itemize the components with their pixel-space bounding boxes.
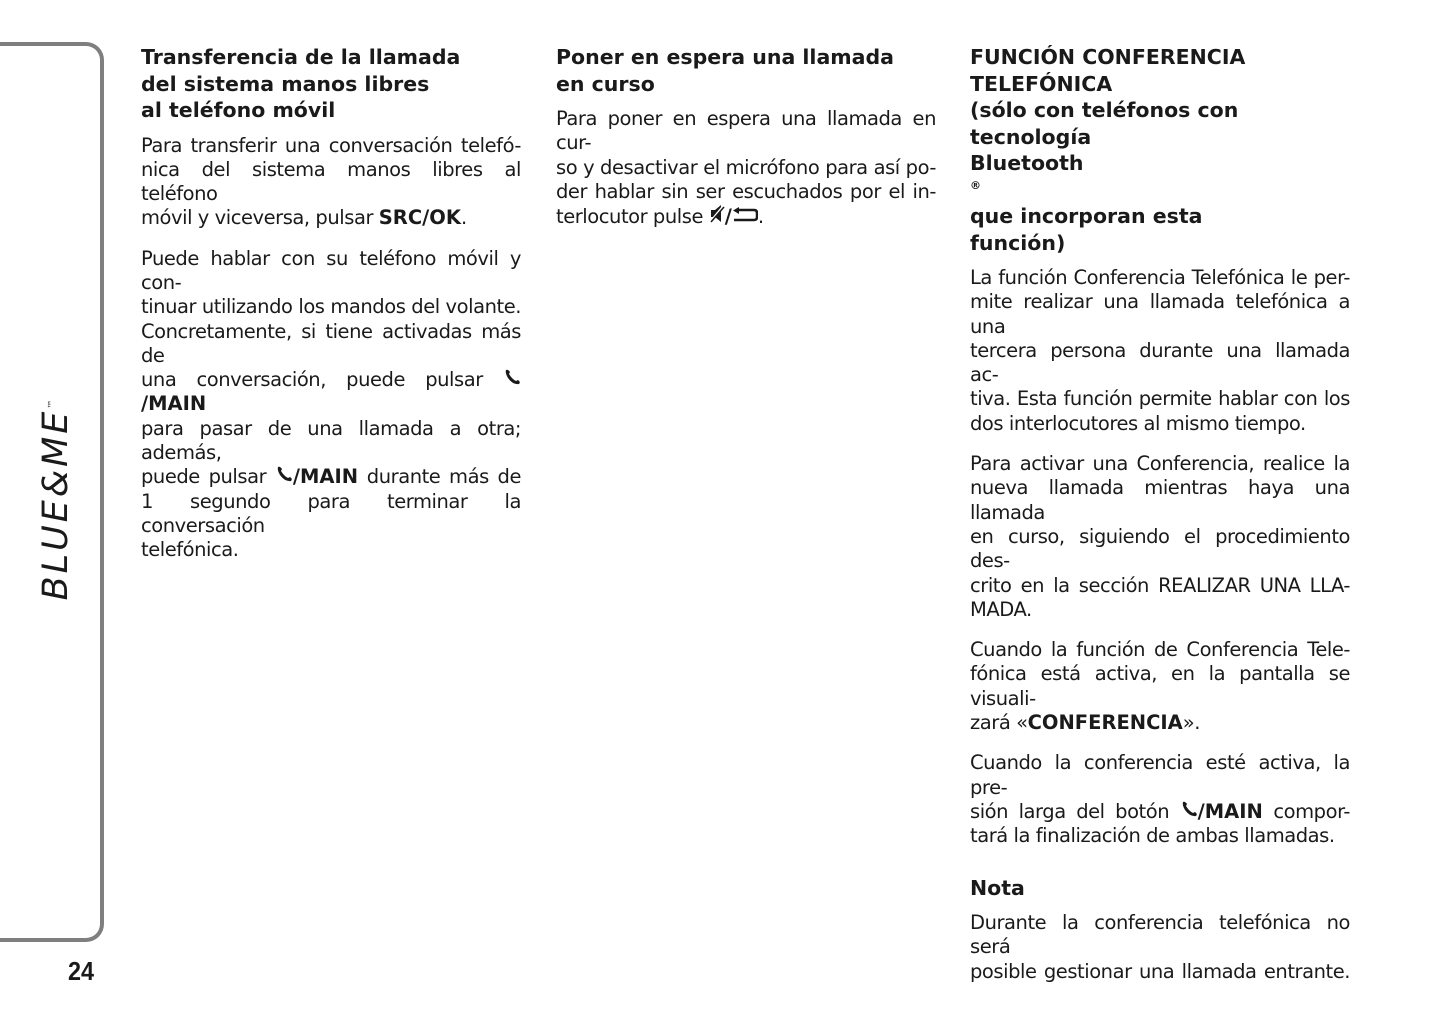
paragraph-conference-display: Cuando la función de Conferencia Tele- fónica está activa, en la pantalla se visuali- zará «CONFERENCIA». [970,638,1350,735]
section-heading-transfer: Transferencia de la llamada del sistema manos libres al teléfono móvil [141,45,461,122]
section-heading-conference: FUNCIÓN CONFERENCIA TELEFÓNICA (sólo con teléfonos con tecnología Bluetooth ® que incorporan esta función) [970,45,1246,255]
page-number: 24 [68,956,95,986]
paragraph-conference-activate: Para activar una Conferencia, realice la nueva llamada mientras haya una llamada en curso, siguiendo el procedimiento des- crito en la sección REALIZAR UNA LLA- MADA. [970,452,1350,621]
back-return-icon [732,207,758,223]
src-ok-key: SRC/OK [378,206,461,230]
column-2 [556,44,936,245]
paragraph-hold: Para poner en espera una llamada en cur- so y desactivar el micrófono para así po- der hablar sin ser escuchados por el in- terlocutor pulse / . [556,107,936,229]
nota-heading: Nota [970,875,1025,900]
paragraph-steering-controls: Puede hablar con su teléfono móvil y con- tinuar utilizando los mandos del volante. Concretamente, si tiene activadas más de una conversación, puede pulsar /MAIN para pasar de una llamada a otra; además, puede pulsar /MAIN durante más de 1 segundo para terminar la conversación telefónica. [141,246,522,562]
brand-logo: BLUE&ME™ [36,399,76,601]
column-1 [141,44,521,579]
paragraph-nota: Durante la conferencia telefónica no será posible gestionar una llamada entrante. [970,911,1350,983]
phone-handset-icon [503,368,521,386]
section-heading-hold: Poner en espera una llamada en curso [556,45,894,96]
paragraph-transfer: Para transferir una conversación telefó- nica del sistema manos libres al teléfono móvil y viceversa, pulsar SRC/OK. [141,133,521,230]
paragraph-conference-intro: La función Conferencia Telefónica le per- mite realizar una llamada telefónica a una tercera persona durante una llamada ac- tiva. Esta función permite hablar con los dos interlocutores al mismo tiempo. [970,266,1350,435]
column-3 [970,44,1350,1000]
conferencia-display-text: CONFERENCIA [1027,711,1183,735]
mute-microphone-icon [709,204,725,223]
paragraph-conference-end: Cuando la conferencia esté activa, la pre- sión larga del botón /MAIN compor- tará la finalización de ambas llamadas. [970,751,1350,848]
phone-handset-icon [275,465,293,483]
phone-handset-icon [1180,800,1198,818]
